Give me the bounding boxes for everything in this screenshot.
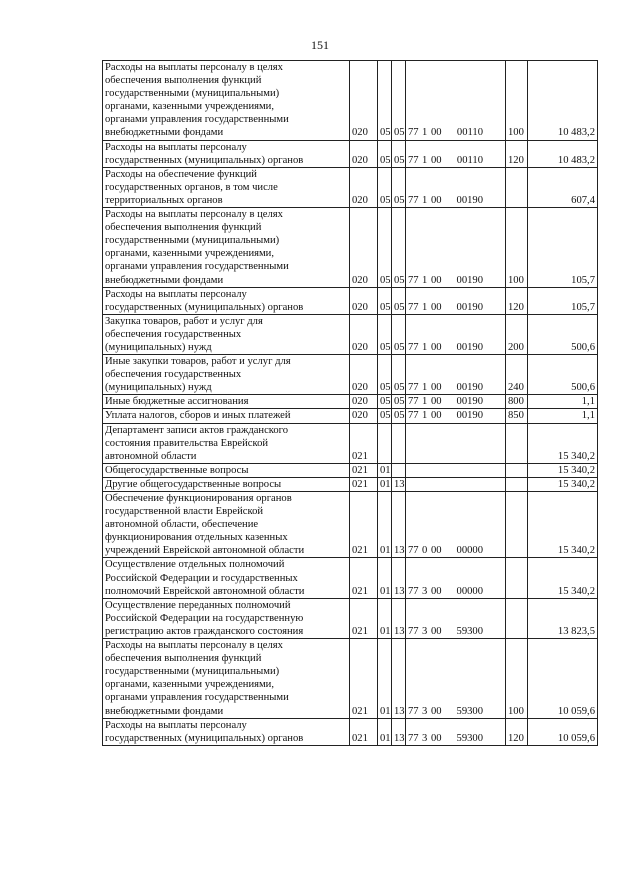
subsection-cell: 13 bbox=[392, 492, 406, 558]
target-article-cell bbox=[406, 61, 506, 141]
target-article-part: 00 bbox=[431, 545, 442, 557]
expense-name-cell bbox=[103, 477, 350, 491]
section-cell: 01 bbox=[378, 718, 392, 745]
target-article-cell bbox=[406, 287, 506, 314]
ministry-code-cell: 020 bbox=[350, 395, 378, 409]
ministry-code-cell: 020 bbox=[350, 140, 378, 167]
expense-name-line: Расходы на выплаты персоналу в целях bbox=[105, 62, 283, 73]
expense-name-line: Осуществление отдельных полномочий bbox=[105, 559, 285, 571]
table-row bbox=[103, 140, 598, 167]
target-article-cell bbox=[406, 423, 506, 463]
ministry-code-cell: 021 bbox=[350, 718, 378, 745]
expense-name-line: Расходы на выплаты персоналу в целях bbox=[105, 209, 283, 221]
expense-name-line: государственных (муниципальных) органов bbox=[105, 301, 304, 313]
ministry-code-cell: 020 bbox=[350, 167, 378, 207]
target-article-cell bbox=[406, 492, 506, 558]
amount-cell: 1,1 bbox=[528, 395, 598, 409]
expense-name-line: Другие общегосударственные вопросы bbox=[105, 478, 282, 490]
subsection-cell: 05 bbox=[392, 355, 406, 395]
target-article-cell bbox=[406, 140, 506, 167]
expense-name-line: государственной власти Еврейской bbox=[105, 506, 264, 518]
table-row bbox=[103, 355, 598, 395]
target-article-part: 59300 bbox=[456, 732, 483, 744]
target-article-part: 59300 bbox=[456, 705, 483, 717]
subsection-cell: 05 bbox=[392, 287, 406, 314]
target-article-part: 1 bbox=[422, 127, 428, 139]
target-article-part: 77 bbox=[408, 396, 419, 408]
target-article-part: 00 bbox=[431, 301, 442, 313]
expense-type-cell: 120 bbox=[506, 718, 528, 745]
target-article-part: 77 bbox=[408, 301, 419, 313]
target-article-cell bbox=[406, 477, 506, 491]
amount-cell: 105,7 bbox=[528, 287, 598, 314]
expense-name-line: Общегосударственные вопросы bbox=[105, 464, 249, 476]
amount-cell: 10 059,6 bbox=[528, 718, 598, 745]
budget-table bbox=[102, 60, 598, 746]
target-article-part: 00 bbox=[431, 625, 442, 637]
expense-type-cell: 100 bbox=[506, 208, 528, 288]
ministry-code-cell: 020 bbox=[350, 314, 378, 354]
expense-name-cell bbox=[103, 395, 350, 409]
target-article-part: 00190 bbox=[456, 410, 483, 422]
target-article-cell bbox=[406, 718, 506, 745]
expense-name-line: автономной области, обеспечение bbox=[105, 519, 259, 531]
target-article-part: 77 bbox=[408, 154, 419, 166]
target-article-part: 00190 bbox=[456, 396, 483, 408]
target-article-part: 00 bbox=[431, 410, 442, 422]
target-article-cell bbox=[406, 409, 506, 423]
page-number: 151 bbox=[311, 38, 329, 52]
ministry-code-cell: 021 bbox=[350, 639, 378, 719]
target-article-part: 77 bbox=[408, 194, 419, 206]
target-article-part: 00190 bbox=[456, 301, 483, 313]
amount-cell: 10 483,2 bbox=[528, 140, 598, 167]
expense-type-cell: 800 bbox=[506, 395, 528, 409]
target-article-part: 1 bbox=[422, 194, 428, 206]
target-article-cell bbox=[406, 314, 506, 354]
ministry-code-cell: 020 bbox=[350, 355, 378, 395]
ministry-code-cell: 020 bbox=[350, 208, 378, 288]
amount-cell: 10 059,6 bbox=[528, 639, 598, 719]
expense-name-cell bbox=[103, 61, 350, 141]
expense-name-line: регистрацию актов гражданского состояния bbox=[105, 625, 304, 637]
expense-name-line: Закупка товаров, работ и услуг для bbox=[105, 315, 263, 327]
target-article-part: 00110 bbox=[456, 127, 483, 139]
table-body bbox=[103, 61, 598, 746]
expense-type-cell bbox=[506, 463, 528, 477]
expense-name-line: Иные закупки товаров, работ и услуг для bbox=[105, 356, 291, 368]
expense-name-cell bbox=[103, 140, 350, 167]
target-article-part: 3 bbox=[422, 705, 428, 717]
table-row bbox=[103, 718, 598, 745]
expense-name-cell bbox=[103, 409, 350, 423]
expense-name-line: Расходы на обеспечение функций bbox=[105, 168, 257, 180]
ministry-code-cell: 020 bbox=[350, 287, 378, 314]
amount-cell: 13 823,5 bbox=[528, 598, 598, 638]
target-article-part: 00000 bbox=[456, 585, 483, 597]
target-article-part: 77 bbox=[408, 585, 419, 597]
target-article-cell bbox=[406, 167, 506, 207]
expense-name-cell bbox=[103, 423, 350, 463]
section-cell: 05 bbox=[378, 208, 392, 288]
target-article-part: 00 bbox=[431, 154, 442, 166]
target-article-cell bbox=[406, 598, 506, 638]
expense-name-line: государственных (муниципальных) органов bbox=[105, 154, 304, 166]
target-article-part: 1 bbox=[422, 301, 428, 313]
expense-name-line: обеспечения выполнения функций bbox=[105, 75, 262, 87]
expense-name-line: обеспечения государственных bbox=[105, 369, 242, 381]
section-cell: 05 bbox=[378, 61, 392, 141]
target-article-part: 00110 bbox=[456, 154, 483, 166]
target-article-part: 77 bbox=[408, 545, 419, 557]
section-cell: 05 bbox=[378, 355, 392, 395]
amount-cell: 500,6 bbox=[528, 355, 598, 395]
subsection-cell: 13 bbox=[392, 558, 406, 598]
target-article-cell bbox=[406, 208, 506, 288]
ministry-code-cell: 021 bbox=[350, 463, 378, 477]
section-cell: 05 bbox=[378, 314, 392, 354]
section-cell: 05 bbox=[378, 140, 392, 167]
expense-name-line: органами управления государственными bbox=[105, 692, 289, 704]
amount-cell: 15 340,2 bbox=[528, 477, 598, 491]
target-article-part: 77 bbox=[408, 410, 419, 422]
expense-name-line: состояния правительства Еврейской bbox=[105, 437, 269, 449]
table-row bbox=[103, 558, 598, 598]
expense-name-cell bbox=[103, 639, 350, 719]
section-cell: 05 bbox=[378, 409, 392, 423]
expense-name-line: (муниципальных) нужд bbox=[105, 382, 212, 394]
expense-name-line: внебюджетными фондами bbox=[105, 274, 224, 286]
section-cell: 01 bbox=[378, 477, 392, 491]
target-article-part: 1 bbox=[422, 396, 428, 408]
table-row bbox=[103, 423, 598, 463]
expense-name-line: Обеспечение функционирования органов bbox=[105, 493, 292, 504]
target-article-part: 1 bbox=[422, 382, 428, 394]
target-article-part: 77 bbox=[408, 127, 419, 139]
expense-type-cell bbox=[506, 558, 528, 598]
target-article-part: 0 bbox=[422, 545, 428, 557]
section-cell: 05 bbox=[378, 287, 392, 314]
subsection-cell: 05 bbox=[392, 167, 406, 207]
expense-name-line: обеспечения выполнения функций bbox=[105, 653, 262, 665]
expense-name-line: Иные бюджетные ассигнования bbox=[105, 396, 249, 408]
expense-name-line: органами, казенными учреждениями, bbox=[105, 248, 275, 260]
expense-type-cell: 240 bbox=[506, 355, 528, 395]
expense-name-line: органами управления государственными bbox=[105, 114, 289, 126]
subsection-cell: 05 bbox=[392, 140, 406, 167]
expense-name-line: функционирования отдельных казенных bbox=[105, 532, 288, 544]
section-cell: 01 bbox=[378, 598, 392, 638]
ministry-code-cell: 021 bbox=[350, 423, 378, 463]
expense-type-cell: 100 bbox=[506, 639, 528, 719]
expense-name-line: Расходы на выплаты персоналу bbox=[105, 288, 247, 300]
target-article-part: 00 bbox=[431, 274, 442, 286]
expense-name-line: органами, казенными учреждениями, bbox=[105, 101, 275, 113]
expense-name-cell bbox=[103, 314, 350, 354]
target-article-part: 1 bbox=[422, 154, 428, 166]
target-article-part: 00190 bbox=[456, 274, 483, 286]
target-article-cell bbox=[406, 395, 506, 409]
table-row bbox=[103, 208, 598, 288]
ministry-code-cell: 020 bbox=[350, 61, 378, 141]
expense-name-cell bbox=[103, 287, 350, 314]
ministry-code-cell: 021 bbox=[350, 558, 378, 598]
section-cell: 01 bbox=[378, 463, 392, 477]
expense-name-line: Российской Федерации на государственную bbox=[105, 612, 304, 624]
expense-name-line: Департамент записи актов гражданского bbox=[105, 424, 289, 436]
expense-name-line: государственных (муниципальных) органов bbox=[105, 732, 304, 744]
expense-type-cell: 200 bbox=[506, 314, 528, 354]
target-article-part: 59300 bbox=[456, 625, 483, 637]
subsection-cell bbox=[392, 463, 406, 477]
expense-name-line: государственных органов, в том числе bbox=[105, 181, 278, 193]
expense-name-line: внебюджетными фондами bbox=[105, 705, 224, 717]
target-article-cell bbox=[406, 355, 506, 395]
section-cell: 01 bbox=[378, 558, 392, 598]
expense-name-line: (муниципальных) нужд bbox=[105, 341, 212, 353]
expense-name-line: учреждений Еврейской автономной области bbox=[105, 545, 305, 557]
target-article-part: 77 bbox=[408, 341, 419, 353]
ministry-code-cell: 021 bbox=[350, 598, 378, 638]
expense-name-line: территориальных органов bbox=[105, 194, 223, 206]
table-row bbox=[103, 409, 598, 423]
target-article-part: 00 bbox=[431, 127, 442, 139]
expense-type-cell bbox=[506, 598, 528, 638]
expense-type-cell bbox=[506, 423, 528, 463]
expense-name-cell bbox=[103, 463, 350, 477]
expense-type-cell bbox=[506, 477, 528, 491]
target-article-part: 1 bbox=[422, 410, 428, 422]
section-cell: 05 bbox=[378, 395, 392, 409]
amount-cell: 500,6 bbox=[528, 314, 598, 354]
target-article-part: 00 bbox=[431, 705, 442, 717]
target-article-part: 00190 bbox=[456, 341, 483, 353]
expense-name-line: государственными (муниципальными) bbox=[105, 88, 280, 100]
expense-type-cell bbox=[506, 492, 528, 558]
subsection-cell: 13 bbox=[392, 718, 406, 745]
section-cell: 01 bbox=[378, 492, 392, 558]
subsection-cell: 05 bbox=[392, 409, 406, 423]
target-article-part: 00 bbox=[431, 396, 442, 408]
target-article-part: 77 bbox=[408, 274, 419, 286]
expense-type-cell: 850 bbox=[506, 409, 528, 423]
expense-name-cell bbox=[103, 355, 350, 395]
expense-type-cell bbox=[506, 167, 528, 207]
amount-cell: 607,4 bbox=[528, 167, 598, 207]
subsection-cell: 05 bbox=[392, 395, 406, 409]
ministry-code-cell: 020 bbox=[350, 409, 378, 423]
subsection-cell: 13 bbox=[392, 477, 406, 491]
expense-name-cell bbox=[103, 558, 350, 598]
expense-name-line: государственными (муниципальными) bbox=[105, 666, 280, 678]
table-row bbox=[103, 395, 598, 409]
expense-type-cell: 120 bbox=[506, 287, 528, 314]
expense-name-line: органами, казенными учреждениями, bbox=[105, 679, 275, 691]
expense-name-line: Расходы на выплаты персоналу в целях bbox=[105, 640, 283, 652]
subsection-cell: 05 bbox=[392, 208, 406, 288]
table-row bbox=[103, 477, 598, 491]
target-article-part: 00 bbox=[431, 585, 442, 597]
table-row bbox=[103, 492, 598, 558]
table-row bbox=[103, 167, 598, 207]
expense-name-line: Уплата налогов, сборов и иных платежей bbox=[105, 410, 291, 422]
amount-cell: 15 340,2 bbox=[528, 492, 598, 558]
target-article-part: 00190 bbox=[456, 382, 483, 394]
expense-type-cell: 100 bbox=[506, 61, 528, 141]
target-article-part: 3 bbox=[422, 732, 428, 744]
target-article-part: 77 bbox=[408, 732, 419, 744]
target-article-part: 1 bbox=[422, 341, 428, 353]
target-article-part: 00 bbox=[431, 732, 442, 744]
subsection-cell: 05 bbox=[392, 314, 406, 354]
expense-name-line: Расходы на выплаты персоналу bbox=[105, 719, 247, 731]
expense-name-line: органами управления государственными bbox=[105, 261, 289, 273]
target-article-part: 77 bbox=[408, 382, 419, 394]
table-row bbox=[103, 287, 598, 314]
target-article-cell bbox=[406, 558, 506, 598]
expense-name-line: Осуществление переданных полномочий bbox=[105, 599, 291, 611]
table-row bbox=[103, 61, 598, 141]
target-article-cell bbox=[406, 639, 506, 719]
target-article-part: 1 bbox=[422, 274, 428, 286]
target-article-part: 3 bbox=[422, 585, 428, 597]
amount-cell: 105,7 bbox=[528, 208, 598, 288]
subsection-cell: 13 bbox=[392, 598, 406, 638]
target-article-part: 00000 bbox=[456, 545, 483, 557]
subsection-cell: 05 bbox=[392, 61, 406, 141]
subsection-cell bbox=[392, 423, 406, 463]
target-article-part: 00 bbox=[431, 341, 442, 353]
expense-name-cell bbox=[103, 208, 350, 288]
expense-name-line: государственными (муниципальными) bbox=[105, 235, 280, 247]
target-article-part: 00 bbox=[431, 194, 442, 206]
target-article-part: 3 bbox=[422, 625, 428, 637]
expense-name-line: обеспечения государственных bbox=[105, 328, 242, 340]
target-article-part: 00 bbox=[431, 382, 442, 394]
target-article-cell bbox=[406, 463, 506, 477]
expense-type-cell: 120 bbox=[506, 140, 528, 167]
expense-name-line: внебюджетными фондами bbox=[105, 127, 224, 139]
subsection-cell: 13 bbox=[392, 639, 406, 719]
target-article-part: 00190 bbox=[456, 194, 483, 206]
expense-name-line: Расходы на выплаты персоналу bbox=[105, 141, 247, 153]
target-article-part: 77 bbox=[408, 705, 419, 717]
expense-name-line: обеспечения выполнения функций bbox=[105, 222, 262, 234]
table-row bbox=[103, 639, 598, 719]
expense-name-cell bbox=[103, 718, 350, 745]
amount-cell: 10 483,2 bbox=[528, 61, 598, 141]
section-cell: 01 bbox=[378, 639, 392, 719]
expense-name-cell bbox=[103, 492, 350, 558]
ministry-code-cell: 021 bbox=[350, 492, 378, 558]
expense-name-cell bbox=[103, 598, 350, 638]
expense-name-line: автономной области bbox=[105, 450, 197, 462]
amount-cell: 1,1 bbox=[528, 409, 598, 423]
amount-cell: 15 340,2 bbox=[528, 423, 598, 463]
table-row bbox=[103, 314, 598, 354]
amount-cell: 15 340,2 bbox=[528, 463, 598, 477]
expense-name-line: полномочий Еврейской автономной области bbox=[105, 585, 305, 597]
ministry-code-cell: 021 bbox=[350, 477, 378, 491]
target-article-part: 77 bbox=[408, 625, 419, 637]
section-cell: 05 bbox=[378, 167, 392, 207]
amount-cell: 15 340,2 bbox=[528, 558, 598, 598]
table-row bbox=[103, 598, 598, 638]
section-cell bbox=[378, 423, 392, 463]
expense-name-line: Российской Федерации и государственных bbox=[105, 572, 298, 584]
expense-name-cell bbox=[103, 167, 350, 207]
table-row bbox=[103, 463, 598, 477]
